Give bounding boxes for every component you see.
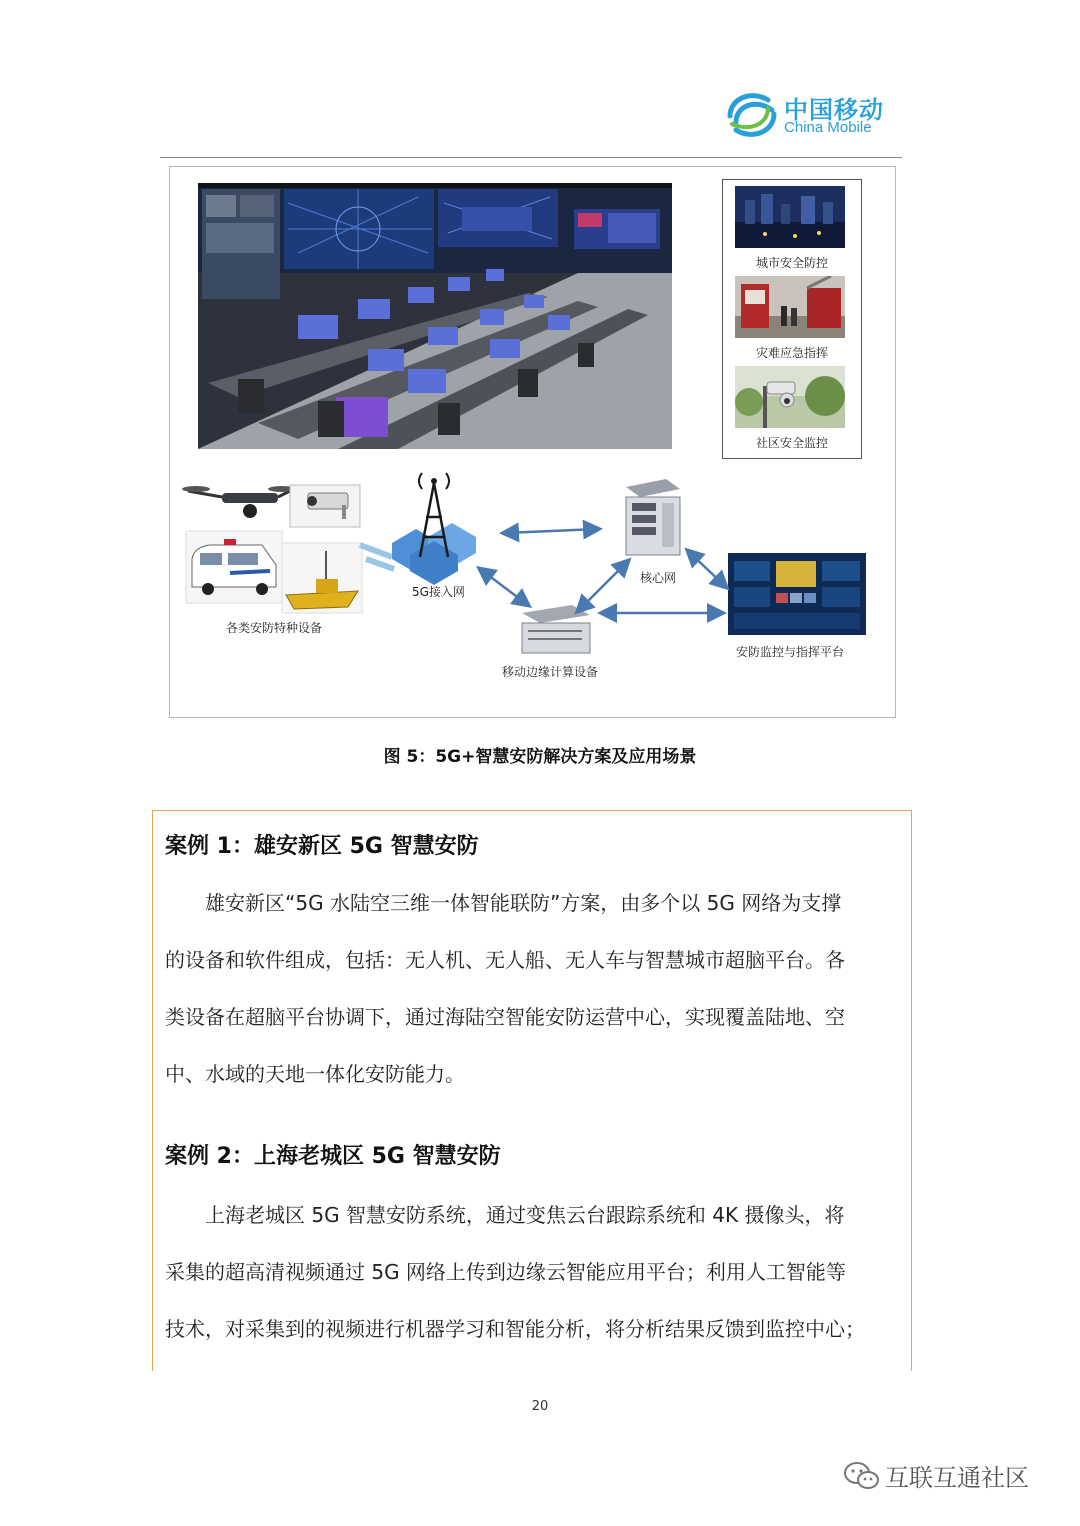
header-divider [160,157,902,158]
case-1-line-3: 类设备在超脑平台协调下，通过海陆空智能安防运营中心，实现覆盖陆地、空 [165,1005,845,1029]
page-number: 20 [531,1399,549,1414]
connection-arrows [480,529,726,613]
case-1-title: 案例 1：雄安新区 5G 智慧安防 [165,834,479,859]
watermark [843,1456,1053,1496]
drone-icon [182,486,296,518]
case-2-line-3: 技术，对采集到的视频进行机器学习和智能分析，将分析结果反馈到监控中心； [165,1317,865,1341]
cctv-camera-icon [290,485,360,527]
logo-text-cn: 中国移动 [784,96,884,124]
unmanned-boat-icon [282,543,362,613]
case-2-line-1: 上海老城区 5G 智慧安防系统，通过变焦云台跟踪系统和 4K 摄像头，将 [205,1203,845,1227]
scene-label-disaster: 灾难应急指挥 [755,346,828,360]
case-1-line-1: 雄安新区“5G 水陆空三维一体智能联防”方案，由多个以 5G 网络为支撑 [205,891,842,915]
wechat-icon [843,1460,881,1492]
scene-label-community: 社区安全监控 [755,436,828,450]
logo-text-en: China Mobile [784,119,872,136]
watermark-text: 互联互通社区 [885,1464,1029,1492]
edge-server-icon [522,605,590,653]
command-platform-screen [728,553,866,635]
china-mobile-emblem-icon [722,86,782,144]
case-1-line-4: 中、水域的天地一体化安防能力。 [165,1062,465,1086]
case-2-line-2: 采集的超高清视频通过 5G 网络上传到边缘云智能应用平台；利用人工智能等 [165,1260,846,1284]
5g-tower-icon [392,473,476,585]
core-server-icon [626,479,680,555]
label-5g-access: 5G接入网 [412,585,465,599]
case-1-line-2: 的设备和软件组成，包括：无人机、无人船、无人车与智慧城市超脑平台。各 [165,948,845,972]
case-2-title: 案例 2：上海老城区 5G 智慧安防 [165,1144,501,1169]
label-core-network: 核心网 [640,571,677,585]
figure-frame [169,166,896,718]
label-special-devices: 各类安防特种设备 [226,621,323,635]
scene-label-city: 城市安全防控 [755,256,828,270]
signal-waves-icon [360,545,394,569]
label-edge-computing: 移动边缘计算设备 [502,665,599,679]
figure-caption: 图 5：5G+智慧安防解决方案及应用场景 [383,747,697,767]
case-study-box [152,810,912,1371]
china-mobile-logo [722,86,892,144]
label-command-platform: 安防监控与指挥平台 [736,645,845,659]
police-van-icon [186,531,282,603]
